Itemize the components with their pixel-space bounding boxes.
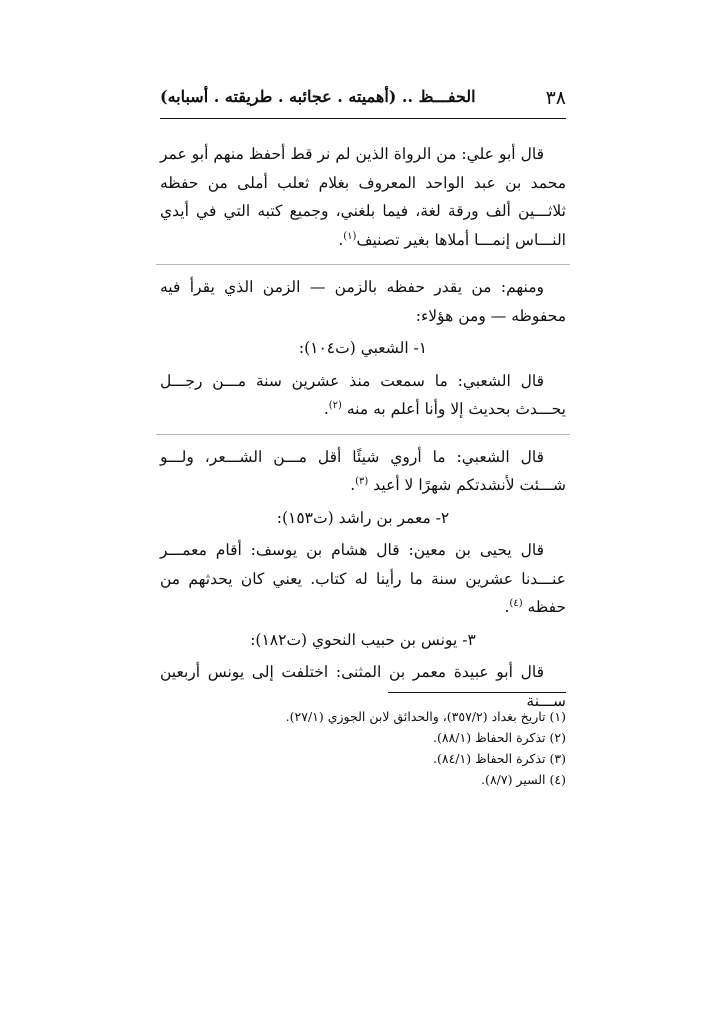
paragraph-end: . bbox=[504, 598, 510, 616]
paragraph-shabi-2 bbox=[160, 443, 566, 500]
page-header bbox=[160, 85, 566, 117]
footnote-ref: (٢) bbox=[328, 399, 342, 411]
footnote-3: (٣) تذكرة الحفاظ (٨٤/١). bbox=[433, 751, 566, 766]
entry-title-shabi: ١- الشعبي (ت١٠٤): bbox=[298, 339, 428, 357]
paragraph-end: . bbox=[350, 476, 356, 494]
paragraph-separator bbox=[156, 260, 570, 265]
paragraph-text: قال الشعبي: ما سمعت منذ عشرين سنة مـــن رجـــل يحـــدث بحديث إلا وأنا أعلم به منه bbox=[160, 371, 566, 418]
footnote-1: (١) تاريخ بغداد (٣٥٧/٢)، والحدائق لابن الجوزي (٢٧/١). bbox=[285, 709, 566, 724]
page-number: ٣٨ bbox=[545, 87, 566, 109]
footnote-2: (٢) تذكرة الحفاظ (٨٨/١). bbox=[433, 730, 566, 745]
footnote-ref: (٤) bbox=[509, 597, 523, 609]
paragraph-yunus: قال أبو عبيدة معمر بن المثنى: اختلفت إلى يونس أربعين ســـنة bbox=[160, 663, 566, 710]
footnote-ref: (٣) bbox=[355, 475, 369, 487]
paragraph-intro-time: ومنهم: من يقدر حفظه بالزمن — الزمن الذي يقرأ فيه محفوظه — ومن هؤلاء: bbox=[160, 278, 566, 325]
paragraph-abu-ali bbox=[160, 140, 566, 254]
footnotes bbox=[146, 706, 566, 790]
body-text bbox=[160, 140, 566, 715]
footnote-ref: (١) bbox=[343, 230, 357, 242]
entry-title-mamar: ٢- معمر بن راشد (ت١٥٣): bbox=[276, 508, 450, 527]
footnote-4: (٤) السير (٨/٧). bbox=[481, 772, 566, 787]
paragraph-text: قال أبو علي: من الرواة الذين لم نر قط أحفظ منهم أبو عمر محمد بن عبد الواحد المعروف بغلام ثعلب أملى من حفظه ثلاثـــين ألف ورقة لغة، فيما بلغني، وجميع كتبه التي في أيدي النـــاس إنمـــا أملاها بغير تصنيف bbox=[160, 145, 566, 249]
paragraph-end: . bbox=[323, 400, 329, 418]
entry-title-yunus: ٣- يونس بن حبيب النحوي (ت١٨٢): bbox=[250, 630, 476, 649]
paragraph-mamar bbox=[160, 536, 566, 622]
paragraph-text: قال الشعبي: ما أروي شيئًا أقل مـــن الشـــعر، ولـــو شـــئت لأنشدتكم شهرًا لا أعيد bbox=[160, 447, 566, 494]
paragraph-separator bbox=[156, 430, 570, 435]
paragraph-end: . bbox=[338, 230, 344, 249]
paragraph-shabi-1 bbox=[160, 367, 566, 424]
running-title: الحفـــظ .. (أهميته . عجائبه . طريقته . أسبابه) bbox=[160, 87, 476, 106]
header-rule bbox=[160, 118, 566, 119]
footnote-rule bbox=[388, 692, 566, 693]
paragraph-text: قال يحيى بن معين: قال هشام بن يوسف: أقام معمـــر عنـــدنا عشرين سنة ما رأينا له كتاب. يعني كان يحدثهم من حفظه bbox=[160, 541, 566, 616]
